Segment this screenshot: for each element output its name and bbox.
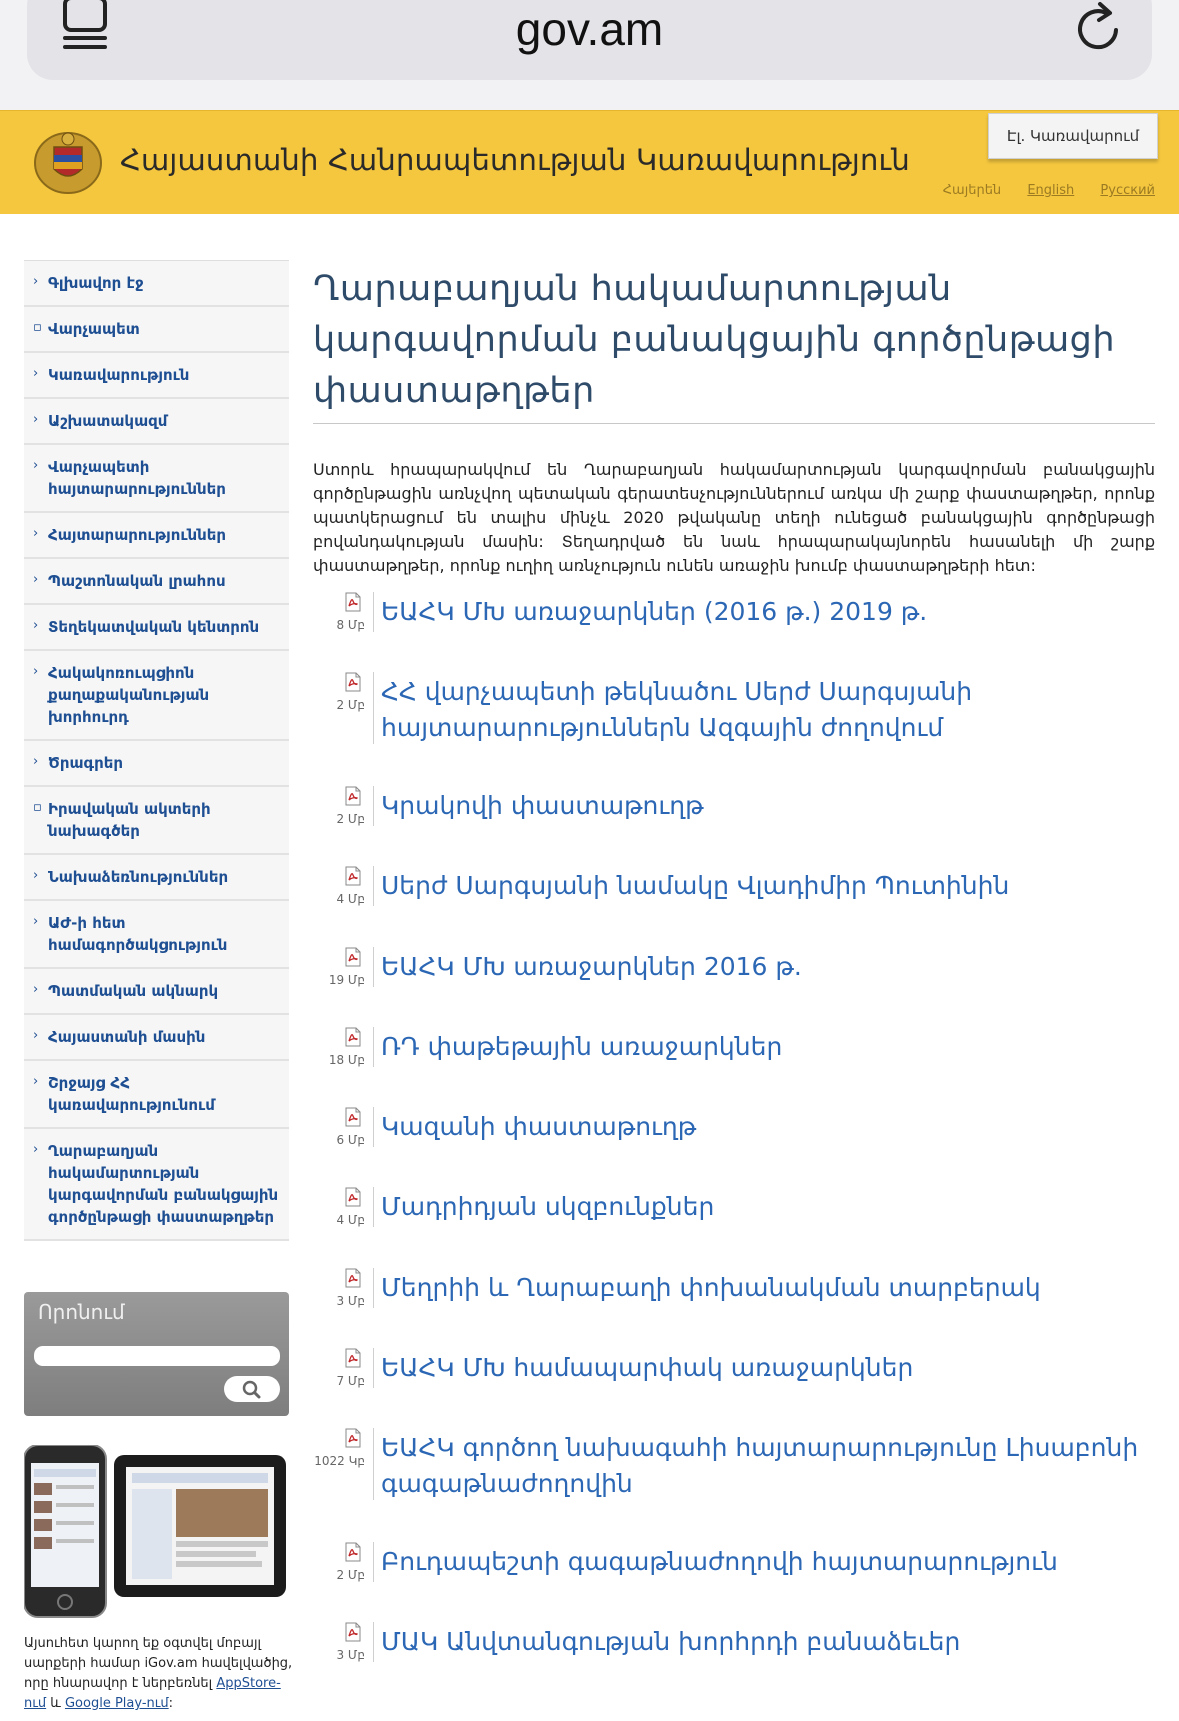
document-item <box>313 1542 1155 1582</box>
sidebar-item[interactable] <box>24 969 289 1015</box>
sidebar-item-label: Հայտարարություններ <box>48 526 227 544</box>
appstore-link[interactable]: AppStore-ում <box>24 1676 281 1711</box>
sidebar-item[interactable] <box>24 605 289 651</box>
bullet-icon: › <box>33 412 39 427</box>
document-link[interactable]: Սերժ Սարգսյանի նամակը Վլադիմիր Պուտինին <box>381 871 1010 900</box>
file-size: 1022 Կբ <box>314 1454 365 1468</box>
document-item <box>313 1348 1155 1388</box>
divider <box>373 1187 374 1227</box>
document-link[interactable]: ԵԱՀԿ ՄԽ առաջարկներ (2016 թ.) 2019 թ. <box>381 597 928 626</box>
sidebar-item-label: Տեղեկատվական կենտրոն <box>48 618 260 636</box>
document-item <box>313 866 1155 906</box>
file-size: 2 Մբ <box>336 812 365 826</box>
document-item <box>313 1428 1155 1500</box>
pdf-file-icon[interactable] <box>343 1107 363 1127</box>
sidebar-item[interactable] <box>24 559 289 605</box>
sidebar-item-label: Հայաստանի մասին <box>48 1028 206 1046</box>
document-item <box>313 1268 1155 1308</box>
sidebar-item-label: Կառավարություն <box>48 366 190 384</box>
pdf-file-icon[interactable] <box>343 1622 363 1642</box>
url-text[interactable]: gov.am <box>515 3 664 55</box>
document-link[interactable]: Կազանի փաստաթուղթ <box>381 1112 697 1141</box>
document-link[interactable]: Մեղրիի և Ղարաբաղի փոխանակման տարբերակ <box>381 1273 1041 1302</box>
sidebar-item[interactable] <box>24 307 289 353</box>
bullet-icon: ▫ <box>33 320 42 335</box>
lang-english[interactable]: English <box>1027 183 1075 198</box>
divider <box>373 1428 374 1500</box>
sidebar-item-label: Պաշտոնական լրահոս <box>48 572 226 590</box>
divider <box>373 1542 374 1582</box>
lang-armenian[interactable]: Հայերեն <box>942 183 1002 198</box>
sidebar-item-label: Աշխատակազմ <box>48 412 168 430</box>
bullet-icon: › <box>33 458 39 473</box>
sidebar-item-label: Վարչապետի հայտարարություններ <box>48 458 226 498</box>
sidebar-item[interactable] <box>24 651 289 741</box>
document-link[interactable]: ԵԱՀԿ ՄԽ համապարփակ առաջարկներ <box>381 1353 914 1382</box>
divider <box>373 1622 374 1662</box>
pdf-file-icon[interactable] <box>343 1268 363 1288</box>
site-header <box>0 110 1179 214</box>
page-title: Ղարաբաղյան հակամարտության կարգավորման բանակցային գործընթացի փաստաթղթեր <box>313 269 1116 411</box>
pdf-file-icon[interactable] <box>343 1027 363 1047</box>
divider <box>373 1348 374 1388</box>
bullet-icon: › <box>33 618 39 633</box>
bullet-icon: › <box>33 982 39 997</box>
document-link[interactable]: Մադրիդյան սկզբունքներ <box>381 1192 715 1221</box>
document-item <box>313 947 1155 987</box>
sidebar-item[interactable] <box>24 353 289 399</box>
file-size: 4 Մբ <box>336 892 365 906</box>
intro-paragraph: Ստորև հրապարակվում են Ղարաբաղյան հակամարտության կարգավորման բանակցային գործընթացին առնչվող պետական գերատեսչություններում առկա մի շարք փաստաթղթեր, որոնք պատկերացում են տալիս մինչև 2020 թվականը տեղի ունեցած բանակցային գործընթացի բովանդակության մասին: Տեղադրված են նաև հրապարակայնորեն հասանելի մի շարք փաստաթղթեր, որոնք ուղիղ առնչություն ունեն առաջին խումբ փաստաթղթերի հետ: <box>313 460 1155 575</box>
egov-button[interactable]: Էլ. Կառավարում <box>988 113 1158 159</box>
bullet-icon: › <box>33 754 39 769</box>
pdf-file-icon[interactable] <box>343 947 363 967</box>
pdf-file-icon[interactable] <box>343 1428 363 1448</box>
search-input[interactable] <box>34 1346 280 1366</box>
document-link[interactable]: ԵԱՀԿ ՄԽ առաջարկներ 2016 թ. <box>381 952 802 981</box>
file-size: 18 Մբ <box>328 1053 365 1067</box>
divider <box>373 592 374 632</box>
file-size: 6 Մբ <box>336 1133 365 1147</box>
file-size: 2 Մբ <box>336 698 365 712</box>
document-item <box>313 1187 1155 1227</box>
document-item <box>313 592 1155 632</box>
sidebar-item[interactable] <box>24 399 289 445</box>
sidebar-item-label: Ղարաբաղյան հակամարտության կարգավորման բանակցային գործընթացի փաստաթղթեր <box>48 1142 279 1226</box>
mobile-app-promo-text <box>24 1634 296 1714</box>
sidebar-item-label: Իրավական ակտերի նախագծեր <box>48 800 211 840</box>
sidebar-item[interactable] <box>24 741 289 787</box>
sidebar-item[interactable] <box>24 901 289 969</box>
promo-text-part: : <box>168 1696 174 1711</box>
reload-icon[interactable] <box>1072 0 1126 56</box>
sidebar-item[interactable] <box>24 855 289 901</box>
pdf-file-icon[interactable] <box>343 672 363 692</box>
document-link[interactable]: ՌԴ փաթեթային առաջարկներ <box>381 1032 783 1061</box>
sidebar-item-label: Հակակոռուպցիոն քաղաքականության խորհուրդ <box>48 664 210 726</box>
language-switcher <box>921 183 1155 198</box>
file-size: 4 Մբ <box>336 1213 365 1227</box>
pdf-file-icon[interactable] <box>343 1542 363 1562</box>
divider <box>373 1107 374 1147</box>
sidebar-item-label: Ծրագրեր <box>48 754 123 772</box>
document-item <box>313 672 1155 744</box>
file-size: 8 Մբ <box>336 618 365 632</box>
sidebar-item[interactable] <box>24 1061 289 1129</box>
lang-russian[interactable]: Русский <box>1100 183 1155 198</box>
browser-toolbar <box>0 0 1179 110</box>
sidebar-item-label: Գլխավոր էջ <box>48 274 144 292</box>
bullet-icon: › <box>33 664 39 679</box>
search-title: Որոնում <box>38 1300 125 1324</box>
sidebar-item[interactable] <box>24 445 289 513</box>
search-panel <box>24 1292 289 1416</box>
document-link[interactable]: Կրակովի փաստաթուղթ <box>381 791 704 820</box>
file-size: 3 Մբ <box>336 1648 365 1662</box>
document-link[interactable]: ՀՀ վարչապետի թեկնածու Սերժ Սարգսյանի հայտարարություններն Ազգային ժողովում <box>381 677 973 742</box>
document-item <box>313 1107 1155 1147</box>
pdf-file-icon[interactable] <box>343 1348 363 1368</box>
divider <box>373 866 374 906</box>
pdf-file-icon[interactable] <box>343 592 363 612</box>
divider <box>373 1027 374 1067</box>
file-size: 2 Մբ <box>336 1568 365 1582</box>
document-link[interactable]: ՄԱԿ Անվտանգության խորհրդի բանաձեւեր <box>381 1627 961 1656</box>
file-size: 7 Մբ <box>336 1374 365 1388</box>
promo-text-part: և <box>46 1696 65 1711</box>
sidebar-item-label: ԱԺ-ի հետ համագործակցություն <box>48 914 228 954</box>
file-size: 3 Մբ <box>336 1294 365 1308</box>
sidebar-item-label: Պատմական ակնարկ <box>48 982 219 1000</box>
bullet-icon: › <box>33 1028 39 1043</box>
pdf-file-icon[interactable] <box>343 866 363 886</box>
bullet-icon: › <box>33 1142 39 1157</box>
bullet-icon: › <box>33 274 39 289</box>
sidebar-item[interactable] <box>24 513 289 559</box>
bullet-icon: › <box>33 366 39 381</box>
document-link[interactable]: ԵԱՀԿ գործող նախագահի հայտարարությունը Լիսաբոնի գագաթնաժողովին <box>381 1433 1139 1498</box>
divider <box>373 947 374 987</box>
bullet-icon: › <box>33 526 39 541</box>
document-item <box>313 1622 1155 1662</box>
sidebar-item[interactable] <box>24 261 289 307</box>
divider <box>373 672 374 744</box>
search-button[interactable] <box>224 1376 280 1402</box>
pdf-file-icon[interactable] <box>343 1187 363 1207</box>
divider <box>373 1268 374 1308</box>
bullet-icon: › <box>33 1074 39 1089</box>
bullet-icon: › <box>33 868 39 883</box>
search-icon <box>224 1376 280 1402</box>
sidebar-item[interactable] <box>24 1129 289 1241</box>
pdf-file-icon[interactable] <box>343 786 363 806</box>
document-link[interactable]: Բուդապեշտի գագաթնաժողովի հայտարարություն <box>381 1547 1058 1576</box>
bullet-icon: ▫ <box>33 800 42 815</box>
document-item <box>313 1027 1155 1067</box>
site-title[interactable]: Հայաստանի Հանրապետության Կառավարություն <box>120 143 910 177</box>
document-item <box>313 786 1155 826</box>
file-size: 19 Մբ <box>328 973 365 987</box>
google-play-link[interactable]: Google Play-ում <box>64 1696 169 1711</box>
bullet-icon: › <box>33 572 39 587</box>
mobile-app-promo-image[interactable] <box>24 1445 289 1630</box>
sidebar-item-label: Վարչապետ <box>48 320 140 338</box>
sidebar-item[interactable] <box>24 1015 289 1061</box>
sidebar-item-label: Նախաձեռնություններ <box>48 868 229 886</box>
divider <box>373 786 374 826</box>
sidebar-nav <box>24 260 289 1241</box>
bullet-icon: › <box>33 914 39 929</box>
sidebar-item-label: Շրջայց ՀՀ կառավարությունում <box>48 1074 215 1114</box>
coat-of-arms-logo[interactable] <box>32 125 104 197</box>
sidebar-item[interactable] <box>24 787 289 855</box>
title-divider <box>313 423 1155 424</box>
promo-text-part: Այսուհետ կարող եք օգտվել մոբայլ սարքերի համար iGov.am հավելվածից, որը հնարավոր է ներբեռնել <box>24 1636 293 1691</box>
